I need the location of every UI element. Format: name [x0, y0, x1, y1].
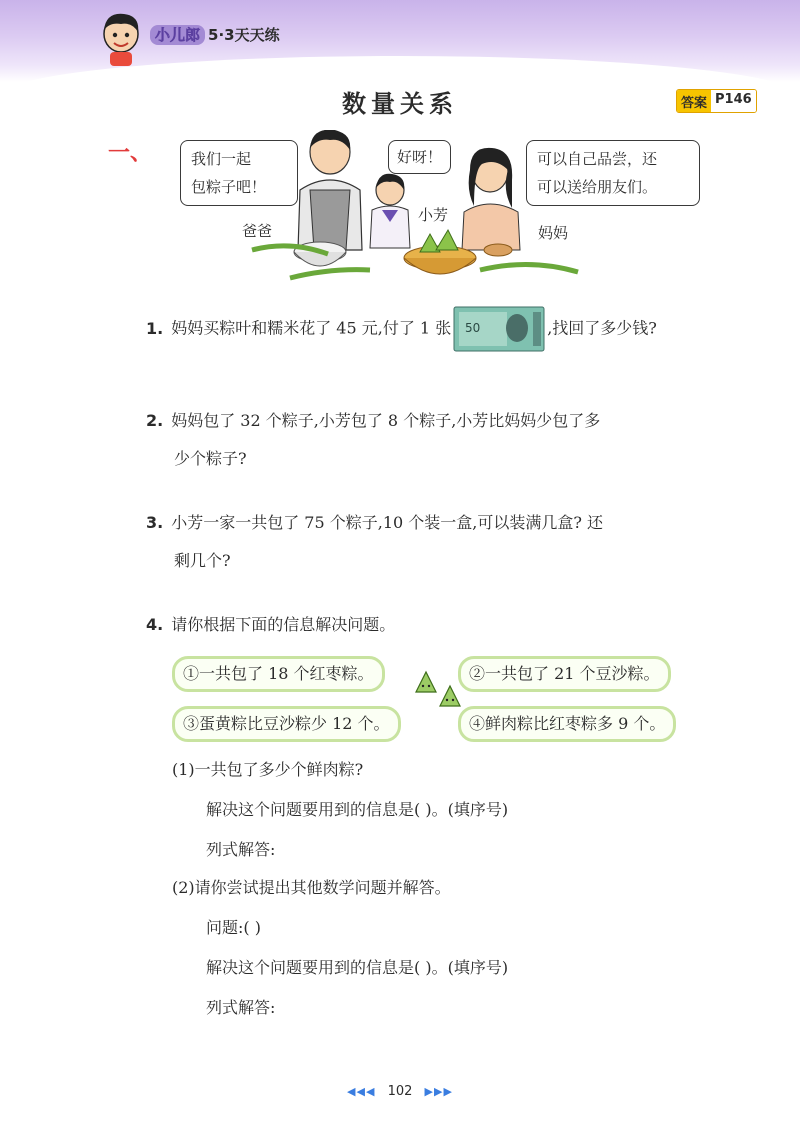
answer-tag[interactable]	[676, 89, 757, 113]
subquestion-2: (2)请你尝试提出其他数学问题并解答。	[172, 878, 451, 897]
mom-bubble-line: 可以自己品尝，还	[537, 150, 658, 168]
subquestion-2-solve[interactable]: 列式解答:	[206, 998, 276, 1017]
left-arrows-icon: ◀◀◀	[347, 1085, 376, 1098]
page-number: 102	[387, 1084, 413, 1099]
question-number: 2.	[146, 411, 164, 430]
question-number: 3.	[146, 513, 164, 532]
brand-series: 5·3天天练	[208, 26, 280, 44]
right-arrows-icon: ▶▶▶	[424, 1085, 453, 1098]
answer-label: 答案	[677, 90, 711, 112]
fang-name-label: 小芳	[418, 206, 449, 224]
question-text: 妈妈买粽叶和糯米花了 45 元,付了 1 张	[171, 318, 452, 338]
brand-logo	[150, 24, 280, 45]
question-text: 请你根据下面的信息解决问题。	[171, 615, 396, 634]
info-box-1: ①一共包了 18 个红枣粽。	[172, 656, 385, 692]
info-box-2: ②一共包了 21 个豆沙粽。	[458, 656, 671, 692]
dad-bubble-line: 我们一起	[191, 150, 252, 168]
mom-name-label: 妈妈	[538, 224, 569, 242]
info-box-3: ③蛋黄粽比豆沙粽少 12 个。	[172, 706, 401, 742]
family-scene-illustration	[250, 130, 580, 290]
subquestion-1-solve[interactable]: 列式解答:	[206, 840, 276, 859]
question-text-line2: 少个粽子?	[174, 449, 247, 468]
question-text-end: ,找回了多少钱?	[547, 318, 657, 338]
fifty-yuan-banknote-icon	[453, 306, 545, 352]
question-number: 4.	[146, 615, 164, 634]
subquestion-2-problem[interactable]: 问题:( )	[206, 918, 261, 937]
dad-bubble-line: 包粽子吧！	[191, 178, 267, 196]
info-box-4: ④鲜肉粽比红枣粽多 9 个。	[458, 706, 676, 742]
subquestion-1: (1)一共包了多少个鲜肉粽?	[172, 760, 364, 779]
answer-page: P146	[711, 90, 756, 112]
question-2	[146, 402, 746, 478]
dad-name-label: 爸爸	[242, 222, 273, 240]
question-text: 妈妈包了 32 个粽子,小芳包了 8 个粽子,小芳比妈妈少包了多	[171, 411, 601, 430]
question-1	[146, 306, 746, 352]
question-4	[146, 606, 746, 644]
question-3	[146, 504, 746, 580]
page-title: 数量关系	[342, 90, 458, 118]
mascot-icon	[96, 10, 146, 66]
section-number: 一、	[108, 140, 153, 166]
question-text: 小芳一家一共包了 75 个粽子,10 个装一盒,可以装满几盒? 还	[171, 513, 604, 532]
question-text-line2: 剩几个?	[174, 551, 231, 570]
subquestion-1-info-line[interactable]: 解决这个问题要用到的信息是( )。(填序号)	[206, 800, 509, 819]
question-number: 1.	[146, 318, 164, 338]
page-footer	[0, 1084, 800, 1099]
subquestion-2-info-line[interactable]: 解决这个问题要用到的信息是( )。(填序号)	[206, 958, 509, 977]
svg-text:50: 50	[465, 321, 481, 335]
fang-bubble-text: 好呀！	[397, 148, 443, 166]
mom-bubble-line: 可以送给朋友们。	[537, 178, 658, 196]
zongzi-icon	[412, 666, 464, 710]
brand-kid: 小儿郎	[150, 25, 205, 45]
